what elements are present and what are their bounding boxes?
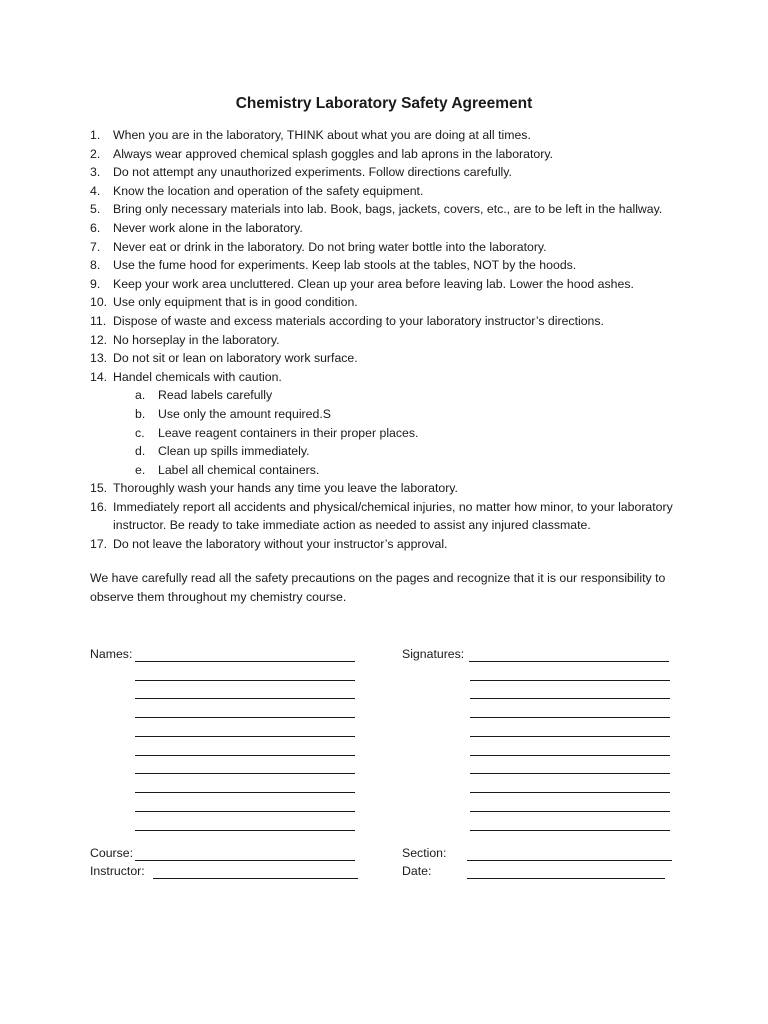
names-label: Names: — [90, 647, 133, 661]
sub-list-container — [90, 386, 690, 479]
signature-line[interactable] — [470, 792, 670, 793]
signature-line[interactable] — [470, 830, 670, 831]
list-item: 5. Bring only necessary materials into lab. Book, bags, jackets, covers, etc., are to be left in the hallway. — [90, 202, 663, 217]
list-item: 15. Thoroughly wash your hands any time you leave the laboratory. — [90, 481, 458, 496]
name-line[interactable] — [135, 680, 355, 681]
name-line[interactable] — [135, 698, 355, 699]
list-item: 6. Never work alone in the laboratory. — [90, 220, 303, 235]
name-line[interactable] — [135, 717, 355, 718]
name-line[interactable] — [135, 736, 355, 737]
instructor-label: Instructor: — [90, 864, 145, 878]
name-line[interactable] — [135, 811, 355, 812]
rules-list — [90, 126, 690, 554]
name-line[interactable] — [135, 830, 355, 831]
sub-list — [90, 386, 690, 479]
list-item: 12. No horseplay in the laboratory. — [90, 332, 280, 347]
sub-list-item: e. Label all chemical containers. — [135, 462, 320, 477]
list-item: 2. Always wear approved chemical splash goggles and lab aprons in the laboratory. — [90, 146, 553, 161]
signature-line[interactable] — [470, 773, 670, 774]
list-item: 11. Dispose of waste and excess materials according to your laboratory instructor’s directions. — [90, 313, 604, 328]
signature-line[interactable] — [470, 717, 670, 718]
name-line[interactable] — [135, 755, 355, 756]
date-line[interactable] — [467, 878, 665, 879]
date-label: Date: — [402, 864, 432, 878]
list-item: 9. Keep your work area uncluttered. Clean up your area before leaving lab. Lower the hood ashes. — [90, 276, 634, 291]
section-line[interactable] — [467, 860, 672, 861]
list-item: 7. Never eat or drink in the laboratory. Do not bring water bottle into the laboratory. — [90, 239, 547, 254]
sub-list-item: a. Read labels carefully — [135, 388, 273, 403]
name-line[interactable] — [135, 792, 355, 793]
signature-line[interactable] — [469, 661, 669, 662]
sub-list-item: d. Clean up spills immediately. — [135, 444, 310, 459]
signature-line[interactable] — [470, 698, 670, 699]
name-line[interactable] — [135, 773, 355, 774]
agreement-statement: We have carefully read all the safety precautions on the pages and recognize that it is our responsibility to observe them throughout my chemistry course. — [90, 571, 666, 604]
instructor-line[interactable] — [153, 878, 358, 879]
signature-line[interactable] — [470, 755, 670, 756]
sub-list-item: b. Use only the amount required.S — [135, 406, 331, 421]
list-item: 10. Use only equipment that is in good condition. — [90, 295, 358, 310]
list-item: 8. Use the fume hood for experiments. Keep lab stools at the tables, NOT by the hoods. — [90, 258, 577, 273]
list-item: 16. Immediately report all accidents and physical/chemical injuries, no matter how minor, to your laboratory instructor. Be ready to take immediate action as needed to assist any injured classmate. — [90, 499, 673, 533]
list-item: 13. Do not sit or lean on laboratory work surface. — [90, 351, 358, 366]
list-item: 3. Do not attempt any unauthorized experiments. Follow directions carefully. — [90, 165, 512, 180]
list-item: 4. Know the location and operation of the safety equipment. — [90, 183, 424, 198]
list-item: 14. Handel chemicals with caution. — [90, 369, 282, 384]
course-label: Course: — [90, 846, 134, 860]
section-label: Section: — [402, 846, 447, 860]
signatures-label: Signatures: — [402, 647, 465, 661]
name-line[interactable] — [135, 661, 355, 662]
signature-line[interactable] — [470, 680, 670, 681]
sub-list-item: c. Leave reagent containers in their proper places. — [135, 425, 419, 440]
signature-line[interactable] — [470, 811, 670, 812]
course-line[interactable] — [135, 860, 355, 861]
list-item: 1. When you are in the laboratory, THINK about what you are doing at all times. — [90, 128, 531, 142]
page-title: Chemistry Laboratory Safety Agreement — [235, 95, 533, 112]
signature-line[interactable] — [470, 736, 670, 737]
list-item: 17. Do not leave the laboratory without your instructor’s approval. — [90, 537, 448, 552]
